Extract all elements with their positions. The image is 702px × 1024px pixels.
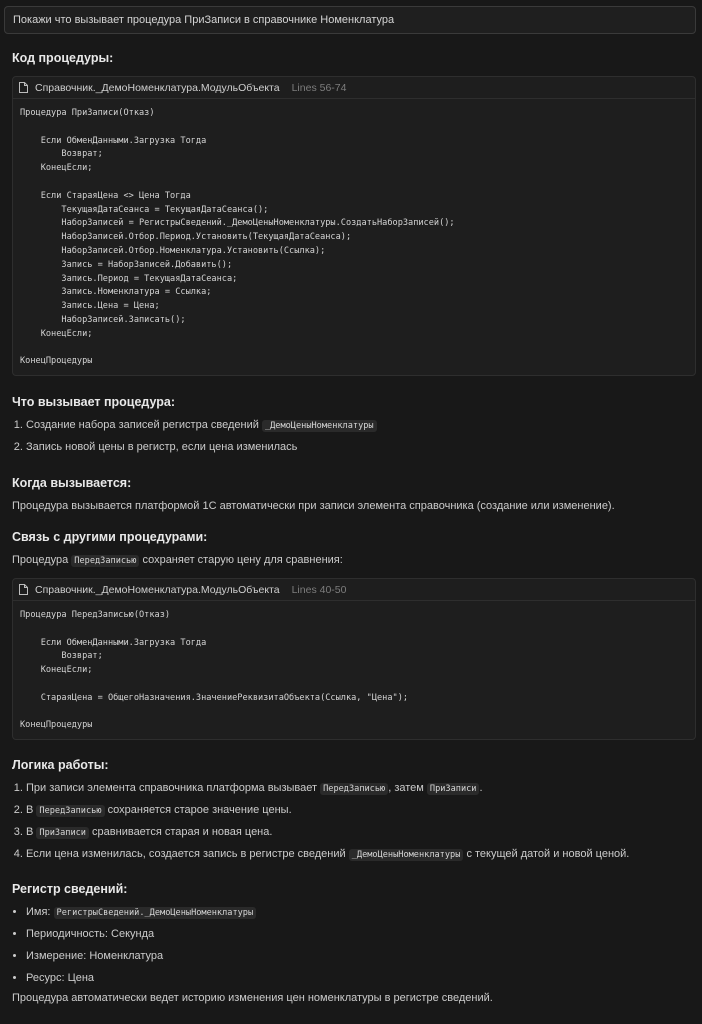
register-list xyxy=(12,906,696,984)
code-block-prizapisi xyxy=(12,76,696,376)
list-item: • Периодичность: Секунда xyxy=(26,928,696,950)
when-text: Процедура вызывается платформой 1С автоматически при записи элемента справочника (создание или изменение). xyxy=(12,500,615,512)
code-block-header[interactable] xyxy=(13,77,695,99)
section-calls xyxy=(12,395,696,453)
code-content: Процедура ПередЗаписью(Отказ) Если ОбменДанными.Загрузка Тогда Возврат; КонецЕсли; СтараяЦена = ОбщегоНазначения.ЗначениеРеквизитаОбъекта(Ссылка, "Цена"); КонецПроцедуры xyxy=(20,610,409,731)
list-item: • Измерение: Номенклатура xyxy=(26,950,696,972)
section-when xyxy=(12,476,696,512)
inline-code: ПриЗаписи xyxy=(36,827,89,839)
code-file-name[interactable]: Справочник._ДемоНоменклатура.МодульОбъекта xyxy=(35,583,280,596)
section-title-code: Код процедуры: xyxy=(12,51,114,65)
list-item: 4. Если цена изменилась, создается запись в регистре сведений _ДемоЦеныНоменклатуры с текущей датой и новой ценой. xyxy=(26,848,696,860)
inline-code: ПередЗаписью xyxy=(71,555,139,567)
code-line-range: Lines 40-50 xyxy=(291,583,347,596)
code-block-peredzapisyu xyxy=(12,578,696,740)
list-item: • Имя: РегистрыСведений._ДемоЦеныНоменклатуры xyxy=(26,906,696,928)
section-title-register: Регистр сведений: xyxy=(12,882,128,896)
inline-code: ПередЗаписью xyxy=(36,805,104,817)
register-footer: Процедура автоматически ведет историю изменения цен номенклатуры в регистре сведений. xyxy=(12,992,493,1004)
code-content: Процедура ПриЗаписи(Отказ) Если ОбменДанными.Загрузка Тогда Возврат; КонецЕсли; Если СтараяЦена <> Цена Тогда ТекущаяДатаСеанса = ТекущаяДатаСеанса(); НаборЗаписей = РегистрыСведений._ДемоЦеныНоменклатуры.СоздатьНаборЗаписей(); НаборЗаписей.Отбор.Период.Установить(ТекущаяДатаСеанса); НаборЗаписей.Отбор.Номенклатура.Установить(Ссылка); Запись = НаборЗаписей.Добавить(); Запись.Период = ТекущаяДатаСеанса; Запись.Номенклатура = Ссылка; Запись.Цена = Цена; НаборЗаписей.Записать(); КонецЕсли; КонецПроцедуры xyxy=(20,108,455,367)
section-link xyxy=(12,530,696,566)
inline-code: _ДемоЦеныНоменклатуры xyxy=(349,849,464,861)
file-icon xyxy=(19,584,28,595)
code-file-name[interactable]: Справочник._ДемоНоменклатура.МодульОбъекта xyxy=(35,81,280,94)
inline-code: ПриЗаписи xyxy=(427,783,480,795)
list-item: • Ресурс: Цена xyxy=(26,972,696,984)
list-item: 2. В ПередЗаписью сохраняется старое значение цены. xyxy=(26,804,696,826)
code-line-range: Lines 56-74 xyxy=(291,81,347,94)
section-title-when: Когда вызывается: xyxy=(12,476,132,490)
file-icon xyxy=(19,82,28,93)
user-prompt: Покажи что вызывает процедура ПриЗаписи в справочнике Номенклатура xyxy=(4,6,696,34)
list-item: 2. Запись новой цены в регистр, если цена изменилась xyxy=(26,441,696,453)
section-title-calls: Что вызывает процедура: xyxy=(12,395,176,409)
logic-list xyxy=(12,782,696,860)
section-title-logic: Логика работы: xyxy=(12,758,109,772)
inline-code: _ДемоЦеныНоменклатуры xyxy=(262,420,377,432)
list-item: 1. Создание набора записей регистра сведений _ДемоЦеныНоменклатуры xyxy=(26,419,696,441)
section-register xyxy=(12,882,696,1004)
section-logic xyxy=(12,758,696,860)
list-item: 1. При записи элемента справочника платформа вызывает ПередЗаписью , затем ПриЗаписи . xyxy=(26,782,696,804)
inline-code: ПередЗаписью xyxy=(320,783,388,795)
section-title-link: Связь с другими процедурами: xyxy=(12,530,208,544)
calls-list xyxy=(12,419,696,453)
list-item: 3. В ПриЗаписи сравнивается старая и новая цена. xyxy=(26,826,696,848)
inline-code: РегистрыСведений._ДемоЦеныНоменклатуры xyxy=(54,907,257,919)
section-code xyxy=(12,51,696,65)
link-text: Процедура ПередЗаписью сохраняет старую цену для сравнения: xyxy=(12,554,343,566)
code-block-header[interactable] xyxy=(13,579,695,601)
